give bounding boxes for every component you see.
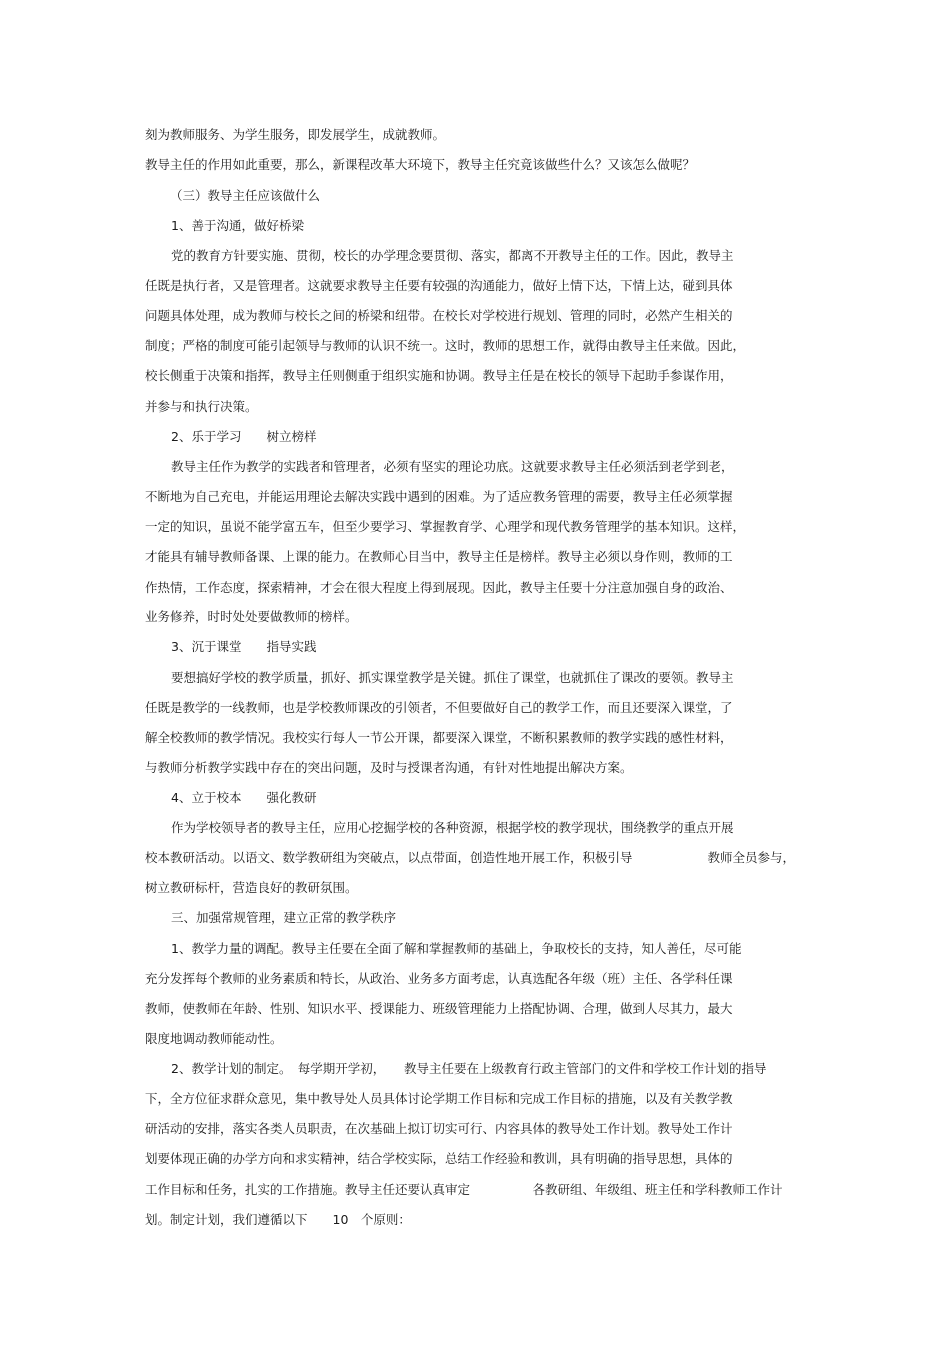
text-line: 1、教学力量的调配。教导主任要在全面了解和掌握教师的基础上，争取校长的支持，知人善任，尽可能 [171,941,742,956]
text-line: 教导主任的作用如此重要，那么，新课程改革大环境下，教导主任究竟该做些什么？又该怎么做呢？ [145,157,696,172]
subsection-heading: 3、沉于课堂 指导实践 [171,639,317,654]
text-line: 工作目标和任务，扎实的工作措施。教导主任还要认真审定 各教研组、年级组、班主任和学科教师工作计 [145,1182,783,1197]
text-line: 研活动的安排，落实各类人员职责，在次基础上拟订切实可行、内容具体的教导处工作计划。教导处工作计 [145,1121,733,1136]
text-line: 校长侧重于决策和指挥，教导主任则侧重于组织实施和协调。教导主任是在校长的领导下起助手参谋作用， [145,368,733,383]
text-line: 业务修养，时时处处要做教师的榜样。 [145,609,358,624]
text-line: 要想搞好学校的教学质量，抓好、抓实课堂教学是关键。抓住了课堂，也就抓住了课改的要领。教导主 [171,670,734,685]
text-line: 下，全方位征求群众意见，集中教导处人员具体讨论学期工作目标和完成工作目标的措施，以及有关教学教 [145,1091,733,1106]
text-line: 划。制定计划，我们遵循以下 10 个原则： [145,1212,411,1227]
text-line: 与教师分析教学实践中存在的突出问题，及时与授课者沟通，有针对性地提出解决方案。 [145,760,633,775]
text-line: 作热情，工作态度，探索精神，才会在很大程度上得到展现。因此，教导主任要十分注意加强自身的政治、 [145,580,733,595]
text-line: 不断地为自己充电，并能运用理论去解决实践中遇到的困难。为了适应教务管理的需要，教导主任必须掌握 [145,489,733,504]
text-line: 作为学校领导者的教导主任，应用心挖掘学校的各种资源，根据学校的教学现状，围绕教学的重点开展 [171,820,734,835]
text-line: 教导主任作为教学的实践者和管理者，必须有坚实的理论功底。这就要求教导主任必须活到老学到老， [171,459,734,474]
text-line: 划要体现正确的办学方向和求实精神，结合学校实际，总结工作经验和教训，具有明确的指导思想，具体的 [145,1151,733,1166]
text-line: 问题具体处理，成为教师与校长之间的桥梁和纽带。在校长对学校进行规划、管理的同时，必然产生相关的 [145,308,733,323]
text-line: 教师，使教师在年龄、性别、知识水平、授课能力、班级管理能力上搭配协调、合理，做到人尽其力，最大 [145,1001,733,1016]
subsection-heading: 2、乐于学习 树立榜样 [171,429,317,444]
text-line: 刻为教师服务、为学生服务，即发展学生，成就教师。 [145,127,446,142]
text-line: 并参与和执行决策。 [145,399,258,414]
text-line: 任既是教学的一线教师，也是学校教师课改的引领者，不但要做好自己的教学工作，而且还要深入课堂，了 [145,700,733,715]
text-line: 限度地调动教师能动性。 [145,1031,283,1046]
text-line: 任既是执行者，又是管理者。这就要求教导主任要有较强的沟通能力，做好上情下达，下情上达，碰到具体 [145,278,733,293]
text-line: 充分发挥每个教师的业务素质和特长，从政治、业务多方面考虑，认真选配各年级（班）主任、各学科任课 [145,971,733,986]
text-line: 才能具有辅导教师备课、上课的能力。在教师心目当中，教导主任是榜样。教导主必须以身作则，教师的工 [145,549,733,564]
section-heading: （三）教导主任应该做什么 [170,188,321,203]
subsection-heading: 1、善于沟通，做好桥梁 [171,218,304,233]
text-line: 解全校教师的教学情况。我校实行每人一节公开课，都要深入课堂，不断积累教师的教学实践的感性材料， [145,730,733,745]
section-heading: 三、加强常规管理，建立正常的教学秩序 [171,910,397,925]
subsection-heading: 4、立于校本 强化教研 [171,790,317,805]
text-line: 一定的知识，虽说不能学富五车，但至少要学习、掌握教育学、心理学和现代教务管理学的基本知识。这样， [145,519,746,534]
text-line: 党的教育方针要实施、贯彻，校长的办学理念要贯彻、落实，都离不开教导主任的工作。因此，教导主 [171,248,734,263]
text-line: 制度；严格的制度可能引起领导与教师的认识不统一。这时，教师的思想工作，就得由教导主任来做。因此， [145,338,746,353]
text-line: 树立教研标杆，营造良好的教研氛围。 [145,880,358,895]
text-line: 2、教学计划的制定。 每学期开学初， 教导主任要在上级教育行政主管部门的文件和学校工作计划的指导 [171,1061,767,1076]
text-line: 校本教研活动。以语文、数学教研组为突破点，以点带面，创造性地开展工作，积极引导 教师全员参与， [145,850,796,865]
